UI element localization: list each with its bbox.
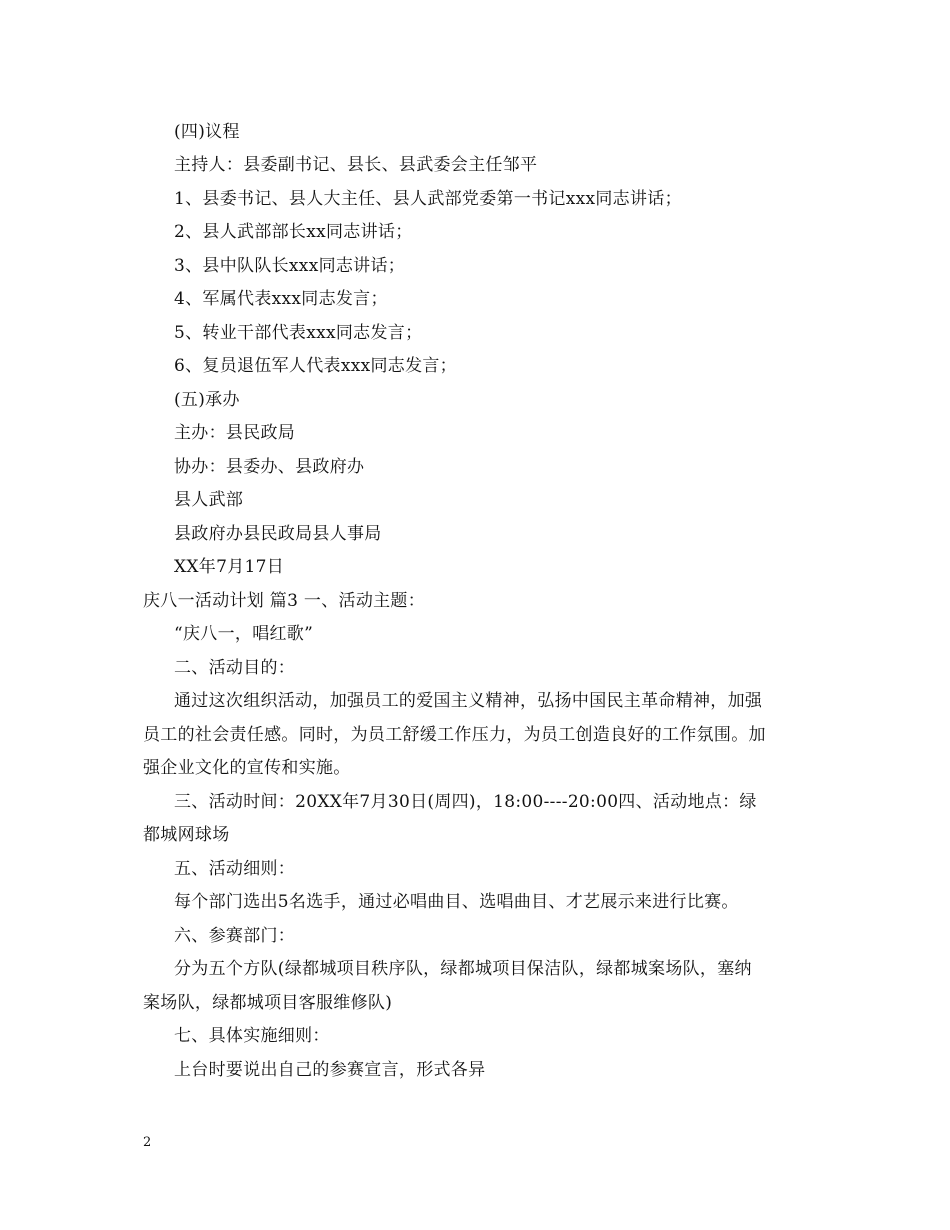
paragraph-line: 分为五个方队(绿都城项目秩序队，绿都城项目保洁队，绿都城案场队，塞纳 — [174, 959, 752, 979]
text-line: 主办：县民政局 — [174, 423, 296, 443]
text-line: 协办：县委办、县政府办 — [174, 457, 365, 477]
section-heading-agenda: (四)议程 — [174, 122, 240, 142]
paragraph-line: 上台时要说出自己的参赛宣言，形式各异 — [174, 1060, 486, 1080]
page-number: 2 — [143, 1135, 152, 1150]
section-heading: 六、参赛部门： — [174, 926, 296, 946]
paragraph-line: 通过这次组织活动，加强员工的爱国主义精神，弘扬中国民主革命精神，加强 — [174, 691, 763, 711]
theme-line: “庆八一，唱红歌” — [174, 624, 314, 644]
text-line: 县政府办县民政局县人事局 — [174, 524, 382, 544]
list-item: 3、县中队队长xxx同志讲话； — [174, 256, 406, 276]
list-item: 2、县人武部部长xx同志讲话； — [174, 222, 413, 242]
article-title-line: 庆八一活动计划 篇3 一、活动主题： — [143, 591, 426, 611]
paragraph-line: 强企业文化的宣传和实施。 — [143, 758, 351, 778]
list-item: 6、复员退伍军人代表xxx同志发言； — [174, 356, 457, 376]
paragraph-line: 案场队，绿都城项目客服维修队) — [143, 993, 393, 1013]
list-item: 5、转业干部代表xxx同志发言； — [174, 323, 423, 343]
text-line: 主持人：县委副书记、县长、县武委会主任邹平 — [174, 155, 538, 175]
section-heading: 五、活动细则： — [174, 859, 296, 879]
date-line: XX年7月17日 — [174, 557, 285, 577]
list-item: 1、县委书记、县人大主任、县人武部党委第一书记xxx同志讲话； — [174, 189, 682, 209]
section-heading: 二、活动目的： — [174, 658, 296, 678]
paragraph-line: 三、活动时间：20XX年7月30日(周四)，18:00----20:00四、活动地点：绿 — [174, 792, 757, 812]
paragraph-line: 每个部门选出5名选手，通过必唱曲目、选唱曲目、才艺展示来进行比赛。 — [174, 892, 739, 912]
section-heading: 七、具体实施细则： — [174, 1026, 330, 1046]
paragraph-line: 员工的社会责任感。同时，为员工舒缓工作压力，为员工创造良好的工作氛围。加 — [143, 725, 766, 745]
text-line: 县人武部 — [174, 490, 244, 510]
list-item: 4、军属代表xxx同志发言； — [174, 289, 388, 309]
paragraph-line: 都城网球场 — [143, 825, 230, 845]
section-heading-organizer: (五)承办 — [174, 390, 240, 410]
